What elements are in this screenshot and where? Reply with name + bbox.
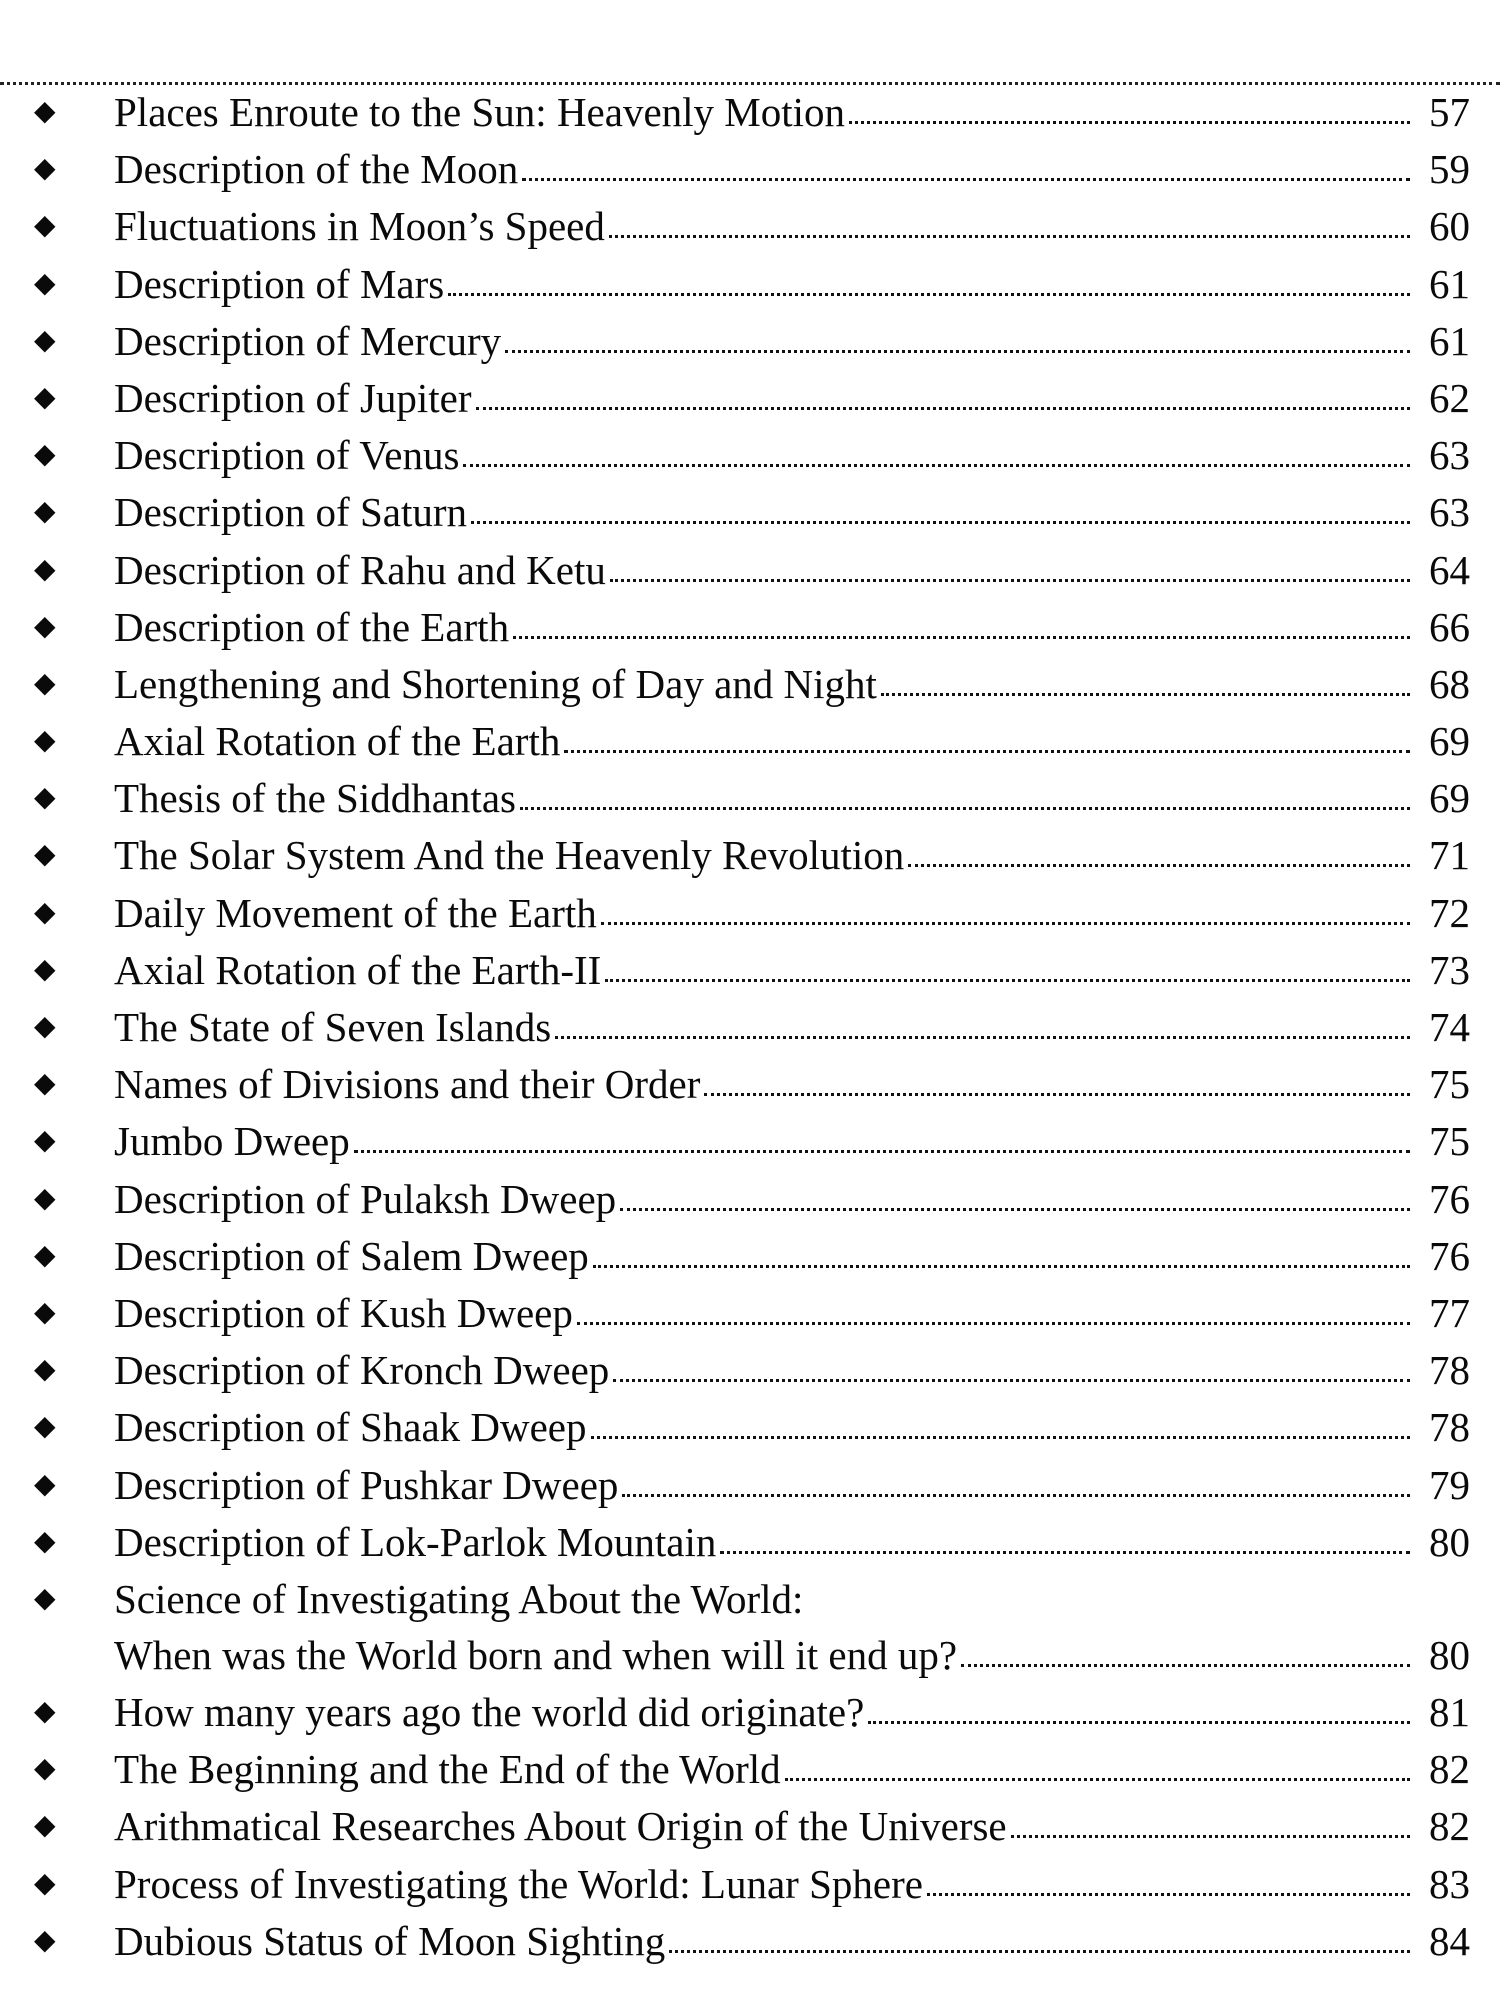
toc-entry xyxy=(30,1745,1470,1793)
diamond-bullet-icon: ◆ xyxy=(34,96,56,127)
toc-entry-title: Description of Kush Dweep xyxy=(114,1289,573,1336)
toc-entry-text xyxy=(114,774,1470,822)
toc-entry xyxy=(30,317,1470,365)
toc-entry-text xyxy=(114,1575,1470,1679)
toc-entry-row xyxy=(114,1631,1470,1679)
toc-entry-row xyxy=(114,946,1470,994)
toc-entry-page-number: 71 xyxy=(1429,832,1470,879)
toc-entry-row xyxy=(114,317,1470,365)
toc-entry-page-number: 60 xyxy=(1429,203,1470,250)
toc-entry-page-number: 82 xyxy=(1429,1803,1470,1850)
toc-entry-row xyxy=(114,1117,1470,1165)
toc-entry-text xyxy=(114,889,1470,937)
toc-entry-page-number: 74 xyxy=(1429,1004,1470,1050)
dot-leader xyxy=(908,864,1410,867)
toc-entry-page-number: 78 xyxy=(1429,1347,1470,1394)
dot-leader xyxy=(520,807,1410,810)
toc-entry-row xyxy=(114,1917,1470,1965)
dot-leader xyxy=(610,579,1410,582)
toc-entry-title: Description of Pushkar Dweep xyxy=(114,1461,619,1508)
diamond-bullet-icon: ◆ xyxy=(34,610,56,642)
dot-leader xyxy=(609,235,1410,238)
diamond-bullet-icon: ◆ xyxy=(34,1296,56,1328)
diamond-bullet-icon: ◆ xyxy=(34,153,56,185)
diamond-bullet-icon: ◆ xyxy=(34,1011,56,1042)
toc-entry-page-number: 75 xyxy=(1429,1118,1470,1165)
toc-entry-page-number: 83 xyxy=(1429,1860,1470,1907)
diamond-bullet-icon: ◆ xyxy=(34,1753,56,1785)
toc-entry-text xyxy=(114,603,1470,651)
toc-entry xyxy=(30,889,1470,937)
toc-entry-text xyxy=(114,1117,1470,1165)
toc-entry-row xyxy=(114,1461,1470,1509)
toc-entry-title: Axial Rotation of the Earth xyxy=(114,718,561,765)
toc-entry xyxy=(30,1232,1470,1280)
toc-entry-page-number: 79 xyxy=(1429,1461,1470,1508)
toc-entry-title: How many years ago the world did originate? xyxy=(114,1689,865,1736)
toc-entry-text xyxy=(114,374,1470,422)
toc-entry xyxy=(30,1289,1470,1337)
toc-entry-page-number: 72 xyxy=(1429,889,1470,936)
toc-entry-text xyxy=(114,1688,1470,1736)
toc-entry-row xyxy=(114,717,1470,765)
diamond-bullet-icon: ◆ xyxy=(34,1468,56,1500)
diamond-bullet-icon: ◆ xyxy=(34,1582,56,1614)
toc-entry-page-number: 76 xyxy=(1429,1175,1470,1222)
toc-entry-text xyxy=(114,546,1470,594)
toc-entry-title: Places Enroute to the Sun: Heavenly Motion xyxy=(114,89,846,135)
toc-entry-row xyxy=(114,145,1470,193)
diamond-bullet-icon: ◆ xyxy=(34,1068,56,1100)
toc-entry-page-number: 69 xyxy=(1429,718,1470,765)
toc-entry-title: Description of Kronch Dweep xyxy=(114,1347,610,1394)
toc-entry-text xyxy=(114,317,1470,365)
toc-entry-row xyxy=(114,603,1470,651)
dot-leader xyxy=(448,293,1410,296)
toc-entry-row xyxy=(114,374,1470,422)
dot-leader xyxy=(463,464,1410,467)
diamond-bullet-icon: ◆ xyxy=(34,896,56,928)
toc-entry-text xyxy=(114,1745,1470,1793)
dot-leader xyxy=(564,750,1410,753)
toc-entry-text xyxy=(114,831,1470,879)
toc-entry-text xyxy=(114,488,1470,536)
toc-entry-page-number: 78 xyxy=(1429,1404,1470,1451)
diamond-bullet-icon: ◆ xyxy=(34,1924,56,1956)
toc-entry xyxy=(30,1403,1470,1451)
toc-entry xyxy=(30,546,1470,594)
toc-entry-text xyxy=(114,431,1470,479)
dot-leader xyxy=(505,350,1410,353)
toc-entry-title: Description of Venus xyxy=(114,432,460,479)
toc-entry-text xyxy=(114,660,1470,708)
dot-leader xyxy=(620,1208,1410,1211)
diamond-bullet-icon: ◆ xyxy=(34,1182,56,1214)
toc-entry-title: The Solar System And the Heavenly Revolution xyxy=(114,832,905,879)
toc-entry-row xyxy=(114,831,1470,879)
toc-entry xyxy=(30,145,1470,193)
toc-entry xyxy=(30,488,1470,536)
toc-entry xyxy=(30,774,1470,822)
toc-entry-page-number: 63 xyxy=(1429,489,1470,536)
toc-entry xyxy=(30,1688,1470,1736)
toc-entry-title: Daily Movement of the Earth xyxy=(114,889,597,936)
toc-entry-title: Axial Rotation of the Earth-II xyxy=(114,946,602,993)
diamond-bullet-icon: ◆ xyxy=(34,782,56,814)
toc-entry xyxy=(30,1346,1470,1394)
toc-entry-title: Description of the Earth xyxy=(114,603,510,650)
diamond-bullet-icon: ◆ xyxy=(34,210,56,242)
toc-entry-row xyxy=(114,1688,1470,1736)
diamond-bullet-icon: ◆ xyxy=(34,839,56,871)
toc-entry-title: The Beginning and the End of the World xyxy=(114,1746,781,1793)
dot-leader xyxy=(927,1893,1410,1896)
diamond-bullet-icon: ◆ xyxy=(34,1810,56,1842)
toc-entry-row xyxy=(114,1745,1470,1793)
toc-entry-text xyxy=(114,1403,1470,1451)
dot-leader xyxy=(522,178,1410,181)
toc-entry-row xyxy=(114,660,1470,708)
toc-entry-row xyxy=(114,1403,1470,1451)
toc-entry-text xyxy=(114,260,1470,308)
toc-entry-title: Process of Investigating the World: Lunar Sphere xyxy=(114,1860,923,1907)
toc-entry-text xyxy=(114,717,1470,765)
dot-leader xyxy=(513,636,1410,639)
diamond-bullet-icon: ◆ xyxy=(34,324,56,356)
diamond-bullet-icon: ◆ xyxy=(34,1867,56,1899)
toc-entry xyxy=(30,260,1470,308)
toc-entry-title: Description of Saturn xyxy=(114,489,467,536)
toc-entry-row xyxy=(114,1860,1470,1908)
dot-leader xyxy=(555,1036,1410,1039)
dot-leader xyxy=(471,521,1410,524)
diamond-bullet-icon: ◆ xyxy=(34,1411,56,1443)
toc-entry xyxy=(30,1175,1470,1223)
toc-entry xyxy=(30,717,1470,765)
toc-entry-title-line1: Science of Investigating About the World: xyxy=(114,1575,804,1622)
diamond-bullet-icon: ◆ xyxy=(34,1525,56,1557)
toc-entry-title: Dubious Status of Moon Sighting xyxy=(114,1917,666,1964)
dot-leader xyxy=(881,693,1410,696)
dot-leader xyxy=(476,407,1410,410)
toc-entry-title: Description of Salem Dweep xyxy=(114,1232,589,1279)
toc-entry-text xyxy=(114,1289,1470,1337)
toc-entry-row xyxy=(114,431,1470,479)
dot-leader xyxy=(868,1721,1410,1724)
toc-entry-row xyxy=(114,202,1470,250)
top-dotted-rule xyxy=(0,82,1500,85)
toc-entry-text xyxy=(114,1060,1470,1108)
toc-entry xyxy=(30,1003,1470,1051)
diamond-bullet-icon: ◆ xyxy=(34,1239,56,1271)
toc-entry-text xyxy=(114,145,1470,193)
toc-entry-title: Fluctuations in Moon’s Speed xyxy=(114,203,605,250)
toc-entry-page-number: 63 xyxy=(1429,432,1470,479)
toc-entry xyxy=(30,1518,1470,1566)
toc-entry-title: Lengthening and Shortening of Day and Night xyxy=(114,660,877,707)
toc-entry-page-number: 82 xyxy=(1429,1746,1470,1793)
toc-entry-title: When was the World born and when will it end up? xyxy=(114,1631,958,1678)
toc-entry-row xyxy=(114,88,1470,136)
diamond-bullet-icon: ◆ xyxy=(34,725,56,757)
table-of-contents xyxy=(30,88,1470,1974)
toc-entry-text xyxy=(114,1518,1470,1566)
toc-entry-title: Description of Mars xyxy=(114,260,445,307)
toc-entry-text xyxy=(114,1175,1470,1223)
dot-leader xyxy=(591,1436,1410,1439)
dot-leader xyxy=(605,979,1410,982)
toc-entry xyxy=(30,431,1470,479)
dot-leader xyxy=(577,1322,1410,1325)
toc-entry-title: Jumbo Dweep xyxy=(114,1118,350,1165)
toc-entry-row xyxy=(114,774,1470,822)
toc-entry-page-number: 57 xyxy=(1429,89,1470,135)
toc-entry-title: Description of Pulaksh Dweep xyxy=(114,1175,617,1222)
toc-entry-title: Description of Jupiter xyxy=(114,374,472,421)
toc-entry-page-number: 77 xyxy=(1429,1289,1470,1336)
toc-entry-row xyxy=(114,1802,1470,1850)
toc-entry-page-number: 62 xyxy=(1429,374,1470,421)
dot-leader xyxy=(849,121,1410,124)
toc-entry-text xyxy=(114,1802,1470,1850)
diamond-bullet-icon: ◆ xyxy=(34,1354,56,1386)
dot-leader xyxy=(354,1150,1410,1153)
toc-entry-page-number: 84 xyxy=(1429,1917,1470,1964)
diamond-bullet-icon: ◆ xyxy=(34,1125,56,1157)
toc-entry xyxy=(30,202,1470,250)
diamond-bullet-icon: ◆ xyxy=(34,953,56,985)
toc-entry-title: The State of Seven Islands xyxy=(114,1004,552,1050)
toc-entry-row xyxy=(114,488,1470,536)
toc-entry xyxy=(30,946,1470,994)
toc-entry-title: Arithmatical Researches About Origin of the Universe xyxy=(114,1803,1007,1850)
toc-entry-row xyxy=(114,889,1470,937)
toc-entry-title: Description of Mercury xyxy=(114,317,502,364)
toc-entry xyxy=(30,1575,1470,1679)
toc-entry-row xyxy=(114,1003,1470,1051)
toc-entry-page-number: 61 xyxy=(1429,317,1470,364)
toc-entry-page-number: 75 xyxy=(1429,1061,1470,1108)
toc-entry-page-number: 76 xyxy=(1429,1232,1470,1279)
toc-entry-text xyxy=(114,1461,1470,1509)
toc-entry-text xyxy=(114,1346,1470,1394)
toc-entry xyxy=(30,374,1470,422)
toc-entry-row xyxy=(114,1175,1470,1223)
toc-entry xyxy=(30,1917,1470,1965)
toc-entry-text xyxy=(114,1003,1470,1051)
diamond-bullet-icon: ◆ xyxy=(34,667,56,699)
dot-leader xyxy=(785,1778,1410,1781)
toc-entry-text xyxy=(114,1917,1470,1965)
toc-entry xyxy=(30,1060,1470,1108)
dot-leader xyxy=(593,1265,1410,1268)
toc-entry xyxy=(30,1117,1470,1165)
toc-entry-page-number: 81 xyxy=(1429,1689,1470,1736)
dot-leader xyxy=(613,1379,1410,1382)
toc-entry xyxy=(30,88,1470,136)
toc-entry-page-number: 73 xyxy=(1429,946,1470,993)
toc-entry-row xyxy=(114,260,1470,308)
toc-entry-text xyxy=(114,1860,1470,1908)
toc-entry-page-number: 80 xyxy=(1429,1518,1470,1565)
toc-entry xyxy=(30,660,1470,708)
toc-entry-page-number: 61 xyxy=(1429,260,1470,307)
diamond-bullet-icon: ◆ xyxy=(34,1696,56,1728)
toc-entry-row xyxy=(114,1346,1470,1394)
toc-entry xyxy=(30,831,1470,879)
toc-entry-row xyxy=(114,1232,1470,1280)
toc-entry-title: Names of Divisions and their Order xyxy=(114,1061,701,1108)
toc-entry-row xyxy=(114,1060,1470,1108)
toc-entry-title: Description of the Moon xyxy=(114,146,519,193)
diamond-bullet-icon: ◆ xyxy=(34,267,56,299)
dot-leader xyxy=(601,922,1410,925)
toc-entry-row xyxy=(114,546,1470,594)
toc-entry-page-number: 80 xyxy=(1429,1631,1470,1678)
dot-leader xyxy=(1011,1835,1410,1838)
diamond-bullet-icon: ◆ xyxy=(34,381,56,413)
dot-leader xyxy=(720,1551,1410,1554)
toc-entry xyxy=(30,1860,1470,1908)
toc-entry-text xyxy=(114,88,1470,136)
diamond-bullet-icon: ◆ xyxy=(34,553,56,585)
toc-entry-title: Description of Lok-Parlok Mountain xyxy=(114,1518,717,1565)
dot-leader xyxy=(704,1093,1410,1096)
toc-entry-page-number: 59 xyxy=(1429,146,1470,193)
dot-leader xyxy=(669,1950,1410,1953)
toc-entry-title: Thesis of the Siddhantas xyxy=(114,775,516,822)
dot-leader xyxy=(961,1664,1410,1667)
toc-entry-row xyxy=(114,1518,1470,1566)
dot-leader xyxy=(622,1494,1410,1497)
toc-entry-page-number: 66 xyxy=(1429,603,1470,650)
diamond-bullet-icon: ◆ xyxy=(34,496,56,528)
toc-entry-page-number: 69 xyxy=(1429,775,1470,822)
toc-entry-row xyxy=(114,1289,1470,1337)
toc-entry xyxy=(30,1461,1470,1509)
toc-entry-title: Description of Shaak Dweep xyxy=(114,1404,587,1451)
toc-entry-title: Description of Rahu and Ketu xyxy=(114,546,606,593)
toc-entry-text xyxy=(114,946,1470,994)
toc-entry xyxy=(30,1802,1470,1850)
toc-entry xyxy=(30,603,1470,651)
toc-entry-page-number: 68 xyxy=(1429,660,1470,707)
toc-entry-page-number: 64 xyxy=(1429,546,1470,593)
toc-entry-text xyxy=(114,1232,1470,1280)
toc-entry-text xyxy=(114,202,1470,250)
diamond-bullet-icon: ◆ xyxy=(34,439,56,471)
